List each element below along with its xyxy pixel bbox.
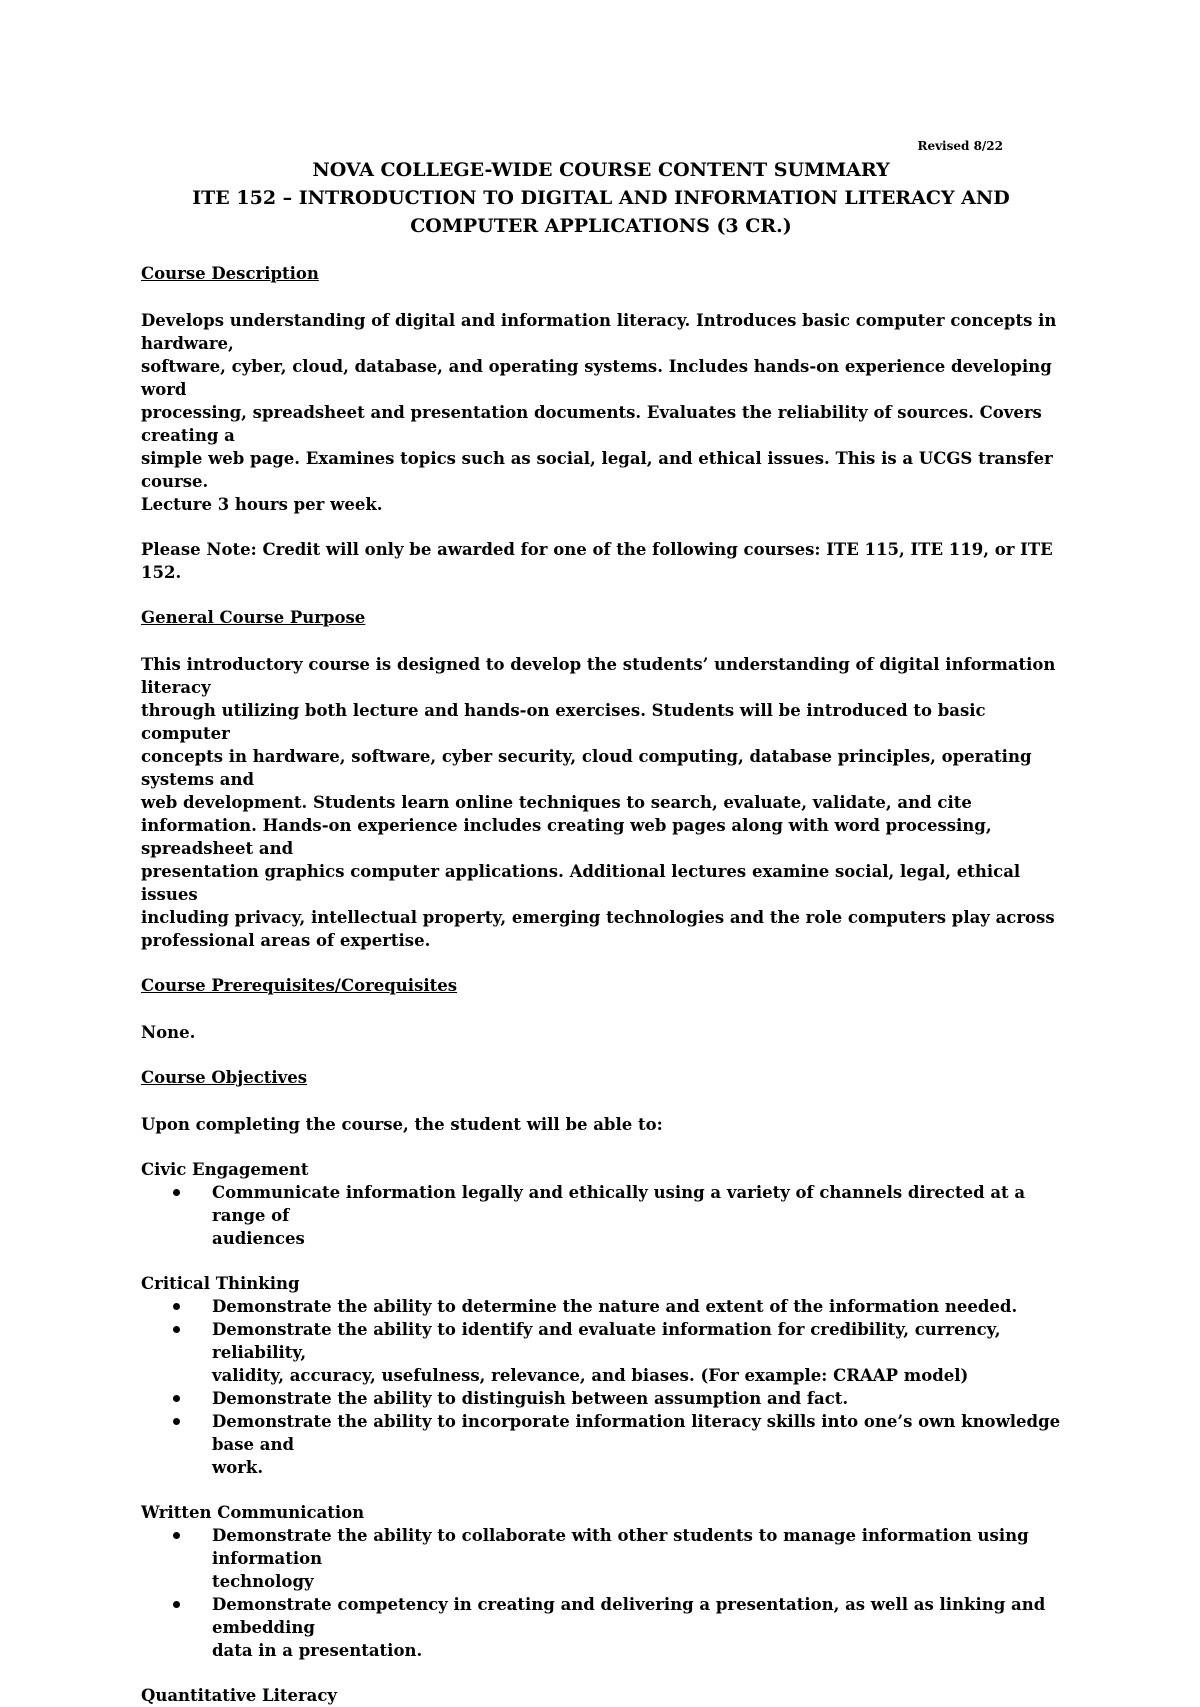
objective-group-title: Civic Engagement xyxy=(141,1160,309,1179)
text-line: Demonstrate the ability to collaborate with other students to manage information using information xyxy=(212,1526,1029,1568)
text-line: Demonstrate the ability to distinguish between assumption and fact. xyxy=(212,1389,849,1408)
title-line: NOVA COLLEGE-WIDE COURSE CONTENT SUMMARY xyxy=(312,159,890,181)
text-line: work. xyxy=(212,1458,264,1477)
objective-group-title: Critical Thinking xyxy=(141,1274,300,1293)
objective-item xyxy=(141,1318,1061,1387)
objective-item xyxy=(141,1524,1061,1593)
objective-group-quantitative-literacy xyxy=(141,1684,1061,1707)
objective-group-critical-thinking xyxy=(141,1272,1061,1479)
objective-group-title: Quantitative Literacy xyxy=(141,1686,337,1705)
title-line: ITE 152 – INTRODUCTION TO DIGITAL AND INFORMATION LITERACY AND xyxy=(192,187,1010,209)
bullet-icon xyxy=(173,1189,180,1196)
text-line: Demonstrate the ability to identify and evaluate information for credibility, currency, reliability, xyxy=(212,1320,1001,1362)
text-line: concepts in hardware, software, cyber security, cloud computing, database principles, operating systems and xyxy=(141,747,1032,789)
text-line: validity, accuracy, usefulness, relevance, and biases. (For example: CRAAP model) xyxy=(212,1366,969,1385)
objective-group-written-communication xyxy=(141,1501,1061,1662)
text-line: Lecture 3 hours per week. xyxy=(141,495,383,514)
revision-date: Revised 8/22 xyxy=(917,139,1003,153)
text-line: data in a presentation. xyxy=(212,1641,423,1660)
text-line: Develops understanding of digital and information literacy. Introduces basic computer concepts in hardware, xyxy=(141,311,1057,353)
document-title xyxy=(141,156,1061,240)
text-line: This introductory course is designed to develop the students’ understanding of digital information literacy xyxy=(141,655,1056,697)
objectives-heading: Course Objectives xyxy=(141,1068,308,1087)
text-line: Communicate information legally and ethically using a variety of channels directed at a range of xyxy=(212,1183,1026,1225)
text-line: presentation graphics computer applications. Additional lectures examine social, legal, ethical issues xyxy=(141,862,1021,904)
objective-item xyxy=(141,1593,1061,1662)
objective-item xyxy=(141,1387,1061,1410)
text-line: simple web page. Examines topics such as social, legal, and ethical issues. This is a UCGS transfer course. xyxy=(141,449,1053,491)
text-line: Demonstrate the ability to incorporate information literacy skills into one’s own knowledge base and xyxy=(212,1412,1061,1454)
prerequisites-heading: Course Prerequisites/Corequisites xyxy=(141,976,458,995)
bullet-icon xyxy=(173,1601,180,1608)
text-line: processing, spreadsheet and presentation documents. Evaluates the reliability of sources. Covers creating a xyxy=(141,403,1042,445)
credit-note: Please Note: Credit will only be awarded for one of the following courses: ITE 115, ITE 119, or ITE 152. xyxy=(141,540,1053,582)
text-line: Demonstrate the ability to determine the nature and extent of the information needed. xyxy=(212,1297,1018,1316)
objective-group-title: Written Communication xyxy=(141,1503,365,1522)
general-purpose-heading: General Course Purpose xyxy=(141,608,366,627)
text-line: technology xyxy=(212,1572,314,1591)
text-line: professional areas of expertise. xyxy=(141,931,431,950)
prerequisites-text: None. xyxy=(141,1023,196,1042)
bullet-icon xyxy=(173,1303,180,1310)
page-content xyxy=(141,138,1061,1707)
text-line: including privacy, intellectual property, emerging technologies and the role computers play across xyxy=(141,908,1055,927)
text-line: web development. Students learn online techniques to search, evaluate, validate, and cite xyxy=(141,793,972,812)
text-line: Demonstrate competency in creating and delivering a presentation, as well as linking and embedding xyxy=(212,1595,1046,1637)
objective-list xyxy=(141,1295,1061,1479)
objective-item xyxy=(141,1181,1061,1250)
objective-item xyxy=(141,1295,1061,1318)
objective-list xyxy=(141,1524,1061,1662)
objective-list xyxy=(141,1181,1061,1250)
bullet-icon xyxy=(173,1395,180,1402)
course-description-heading: Course Description xyxy=(141,264,319,283)
objective-group-civic xyxy=(141,1158,1061,1250)
text-line: through utilizing both lecture and hands-on exercises. Students will be introduced to basic computer xyxy=(141,701,986,743)
bullet-icon xyxy=(173,1532,180,1539)
objectives-intro: Upon completing the course, the student will be able to: xyxy=(141,1115,663,1134)
general-purpose-text xyxy=(141,653,1061,952)
bullet-icon xyxy=(173,1418,180,1425)
course-description-text xyxy=(141,309,1061,516)
text-line: audiences xyxy=(212,1229,305,1248)
bullet-icon xyxy=(173,1326,180,1333)
text-line: software, cyber, cloud, database, and operating systems. Includes hands-on experience developing word xyxy=(141,357,1052,399)
objective-item xyxy=(141,1410,1061,1479)
title-line: COMPUTER APPLICATIONS (3 CR.) xyxy=(410,215,792,237)
text-line: information. Hands-on experience includes creating web pages along with word processing, spreadsheet and xyxy=(141,816,992,858)
